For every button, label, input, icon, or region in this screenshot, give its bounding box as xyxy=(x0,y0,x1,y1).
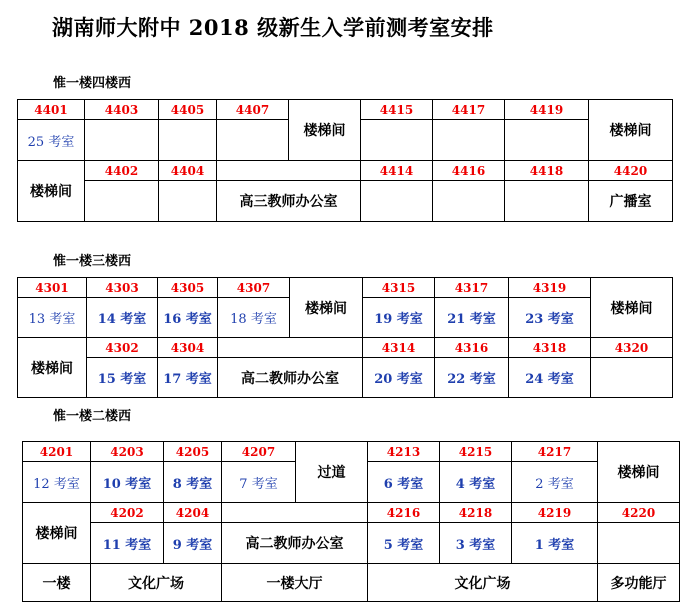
room-4403-number: 4403 xyxy=(85,100,159,120)
room-4401-number: 4401 xyxy=(18,100,85,120)
room-4204-exam: 9 考室 xyxy=(164,523,222,564)
room-4403-exam xyxy=(85,120,159,161)
room-4207-number: 4207 xyxy=(222,442,296,462)
room-4314-number: 4314 xyxy=(363,338,435,358)
room-4217-number: 4217 xyxy=(512,442,598,462)
multipurpose-hall: 多功能厅 xyxy=(598,564,680,602)
room-4303-number: 4303 xyxy=(87,278,158,298)
senior2-teacher-office: 高二教师办公室 xyxy=(218,358,363,398)
room-4419-exam xyxy=(505,120,589,161)
room-4205-number: 4205 xyxy=(164,442,222,462)
stairwell: 楼梯间 xyxy=(598,442,680,503)
room-4415-number: 4415 xyxy=(361,100,433,120)
floor4-heading: 惟一楼四楼西 xyxy=(53,76,132,91)
floor2-plan xyxy=(22,441,680,602)
floor2-heading: 惟一楼二楼西 xyxy=(53,409,132,424)
stairwell: 楼梯间 xyxy=(18,161,85,222)
room-4414-exam xyxy=(361,181,433,222)
room-4402-exam xyxy=(85,181,159,222)
room-4418-exam xyxy=(505,181,589,222)
room-4401-exam: 25 考室 xyxy=(18,120,85,161)
room-4315-number: 4315 xyxy=(363,278,435,298)
room-4205-exam: 8 考室 xyxy=(164,462,222,503)
senior2-teacher-office: 高二教师办公室 xyxy=(222,523,368,564)
room-4318-exam: 24 考室 xyxy=(509,358,591,398)
room-4316-exam: 22 考室 xyxy=(435,358,509,398)
room-4307-exam: 18 考室 xyxy=(218,298,290,338)
broadcast-room: 广播室 xyxy=(589,181,673,222)
room-4316-number: 4316 xyxy=(435,338,509,358)
senior3-teacher-office: 高三教师办公室 xyxy=(217,181,361,222)
room-4314-exam: 20 考室 xyxy=(363,358,435,398)
room-4201-number: 4201 xyxy=(23,442,91,462)
room-4202-number: 4202 xyxy=(91,503,164,523)
room-4319-number: 4319 xyxy=(509,278,591,298)
room-4220-exam xyxy=(598,523,680,564)
room-4405-exam xyxy=(159,120,217,161)
first-floor-label: 一楼 xyxy=(23,564,91,602)
floor3-heading: 惟一楼三楼西 xyxy=(53,254,132,269)
room-4416-exam xyxy=(433,181,505,222)
room-4414-number: 4414 xyxy=(361,161,433,181)
room-4320-exam xyxy=(591,358,673,398)
room-4417-number: 4417 xyxy=(433,100,505,120)
floor3-plan xyxy=(17,277,673,398)
culture-plaza-right: 文化广场 xyxy=(368,564,598,602)
room-4207-exam: 7 考室 xyxy=(222,462,296,503)
room-4404-exam xyxy=(159,181,217,222)
office-top xyxy=(218,338,363,358)
room-4315-exam: 19 考室 xyxy=(363,298,435,338)
room-4203-exam: 10 考室 xyxy=(91,462,164,503)
room-4216-exam: 5 考室 xyxy=(368,523,440,564)
stairwell: 楼梯间 xyxy=(23,503,91,564)
culture-plaza-left: 文化广场 xyxy=(91,564,222,602)
stairwell: 楼梯间 xyxy=(289,100,361,161)
room-4407-exam xyxy=(217,120,289,161)
room-4416-number: 4416 xyxy=(433,161,505,181)
room-4213-exam: 6 考室 xyxy=(368,462,440,503)
room-4404-number: 4404 xyxy=(159,161,217,181)
room-4407-number: 4407 xyxy=(217,100,289,120)
room-4204-number: 4204 xyxy=(164,503,222,523)
room-4217-exam: 2 考室 xyxy=(512,462,598,503)
corridor: 过道 xyxy=(296,442,368,503)
room-4419-number: 4419 xyxy=(505,100,589,120)
room-4417-exam xyxy=(433,120,505,161)
stairwell: 楼梯间 xyxy=(591,278,673,338)
room-4405-number: 4405 xyxy=(159,100,217,120)
room-4303-exam: 14 考室 xyxy=(87,298,158,338)
room-4215-exam: 4 考室 xyxy=(440,462,512,503)
page-title: 湖南师大附中 2018 级新生入学前测考室安排 xyxy=(52,15,494,40)
floor4-plan xyxy=(17,99,673,222)
room-4301-number: 4301 xyxy=(18,278,87,298)
first-floor-lobby: 一楼大厅 xyxy=(222,564,368,602)
room-4203-number: 4203 xyxy=(91,442,164,462)
room-4418-number: 4418 xyxy=(505,161,589,181)
room-4317-exam: 21 考室 xyxy=(435,298,509,338)
room-4213-number: 4213 xyxy=(368,442,440,462)
room-4219-number: 4219 xyxy=(512,503,598,523)
room-4302-exam: 15 考室 xyxy=(87,358,158,398)
stairwell: 楼梯间 xyxy=(290,278,363,338)
room-4317-number: 4317 xyxy=(435,278,509,298)
room-4218-exam: 3 考室 xyxy=(440,523,512,564)
room-4415-exam xyxy=(361,120,433,161)
room-4301-exam: 13 考室 xyxy=(18,298,87,338)
room-4319-exam: 23 考室 xyxy=(509,298,591,338)
stairwell: 楼梯间 xyxy=(589,100,673,161)
room-4218-number: 4218 xyxy=(440,503,512,523)
office-top xyxy=(222,503,368,523)
room-4307-number: 4307 xyxy=(218,278,290,298)
stairwell: 楼梯间 xyxy=(18,338,87,398)
room-4305-number: 4305 xyxy=(158,278,218,298)
room-4402-number: 4402 xyxy=(85,161,159,181)
room-4305-exam: 16 考室 xyxy=(158,298,218,338)
room-4318-number: 4318 xyxy=(509,338,591,358)
room-4220-number: 4220 xyxy=(598,503,680,523)
room-4304-number: 4304 xyxy=(158,338,218,358)
room-4302-number: 4302 xyxy=(87,338,158,358)
room-4215-number: 4215 xyxy=(440,442,512,462)
office-top xyxy=(217,161,361,181)
room-4216-number: 4216 xyxy=(368,503,440,523)
room-4219-exam: 1 考室 xyxy=(512,523,598,564)
room-4420-number: 4420 xyxy=(589,161,673,181)
room-4202-exam: 11 考室 xyxy=(91,523,164,564)
room-4320-number: 4320 xyxy=(591,338,673,358)
room-4201-exam: 12 考室 xyxy=(23,462,91,503)
room-4304-exam: 17 考室 xyxy=(158,358,218,398)
